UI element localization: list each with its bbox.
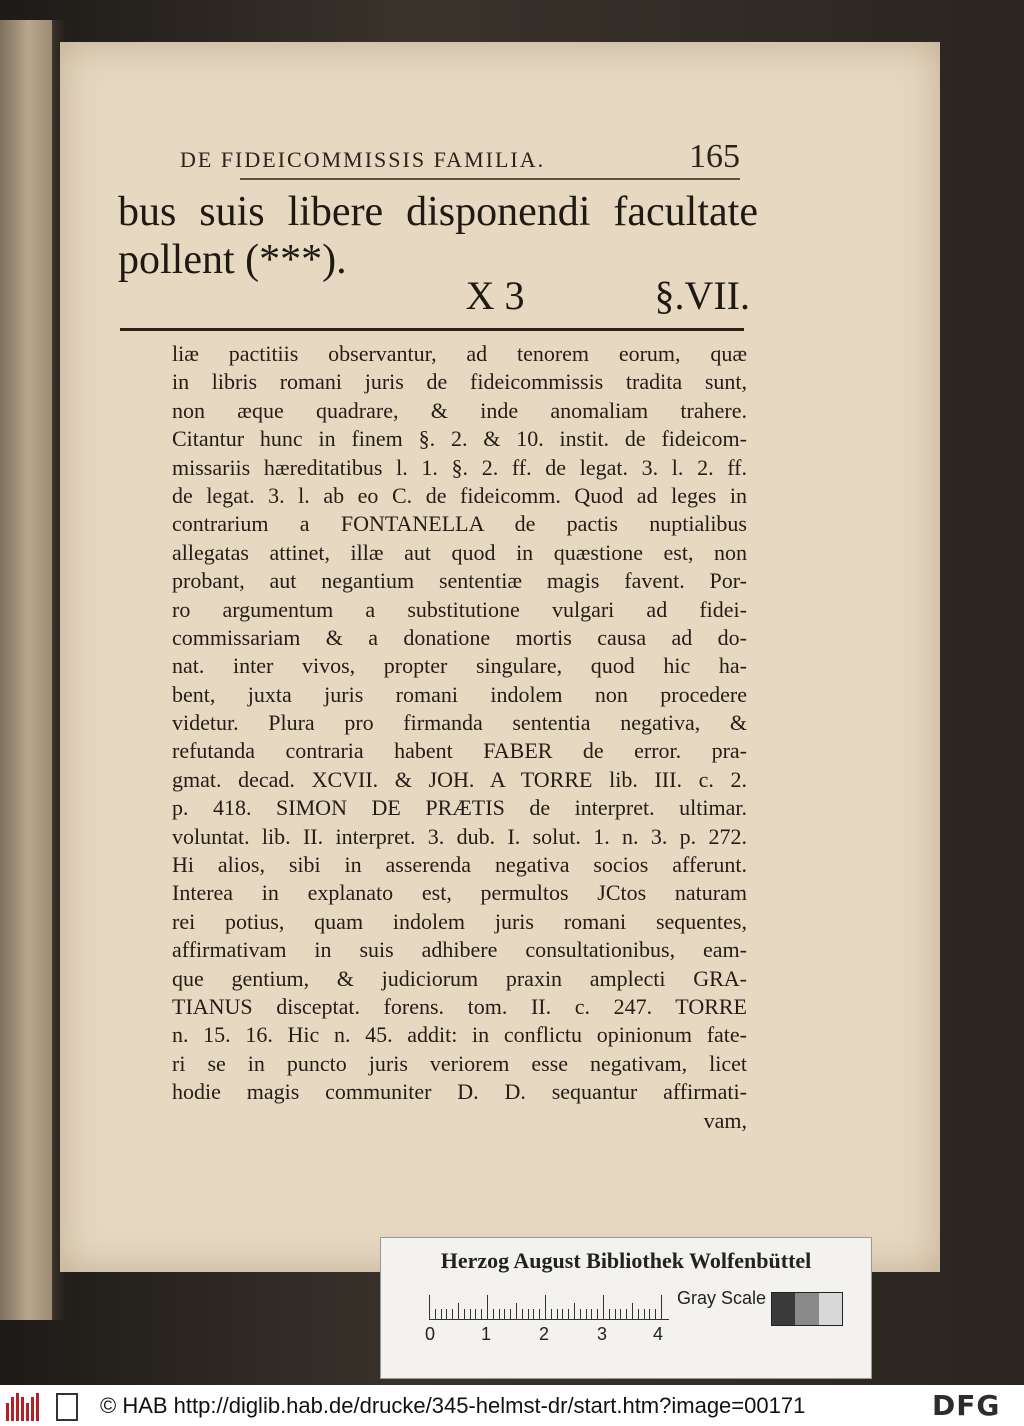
signature-row [120,272,750,319]
ruler-tick [504,1309,505,1319]
ruler-tick [562,1309,563,1319]
text-line: in libris romani juris de fideicommissis tradita sunt, [172,369,747,395]
ruler-number: 3 [597,1324,608,1344]
gray-scale-label: Gray Scale [677,1288,767,1308]
ruler-tick [551,1309,552,1319]
ruler-tick [574,1303,575,1319]
ruler-tick [609,1309,610,1319]
section-heading: §.VII. [654,273,750,318]
text-line: affirmativam in suis adhibere consultationibus, eam- [172,937,747,963]
ruler-tick [522,1309,523,1319]
gray-swatch-light [819,1293,842,1325]
logo-bar [31,1397,34,1421]
text-line: de legat. 3. l. ab eo C. de fideicomm. Quod ad leges in [172,482,747,508]
ruler-tick [452,1309,453,1319]
ruler-tick [557,1309,558,1319]
logo-bar [11,1397,14,1421]
carryover-text [118,188,758,284]
dfg-logo: DFG [932,1389,1001,1422]
ruler-tick [545,1295,546,1319]
carry-word: disponendi [406,189,591,235]
ruler-tick [481,1309,482,1319]
running-header [180,138,740,176]
ruler-number: 4 [653,1324,664,1344]
ruler-tick [533,1309,534,1319]
text-line: probant, aut negantium sententiæ magis favent. Por- [172,568,747,594]
ruler-number: 1 [481,1324,492,1344]
ruler-tick [528,1309,529,1319]
ruler-tick [499,1309,500,1319]
header-title: DE FIDEICOMMISSIS FAMILIA. [180,147,546,172]
printer-signature: X 3 [465,273,525,318]
text-line: liæ pactitiis observantur, ad tenorem eorum, quæ [172,341,747,366]
ruler-tick [493,1309,494,1319]
text-line: Citantur hunc in finem §. 2. & 10. instit. de fideicom- [172,426,747,452]
carry-word: facultate [613,189,758,235]
ruler-tick [591,1309,592,1319]
ruler-tick [649,1309,650,1319]
ruler-tick [597,1309,598,1319]
ruler-tick [568,1309,569,1319]
text-line: que gentium, & judiciorum praxin amplecti GRA- [172,965,747,991]
ruler-tick [655,1309,656,1319]
ruler-tick [661,1295,662,1319]
text-line: refutanda contraria habent FABER de error. pra- [172,738,747,764]
text-line: ri se in puncto juris veriorem esse negativam, licet [172,1050,747,1076]
ruler-tick [580,1309,581,1319]
logo-bar [36,1393,39,1421]
gray-scale-swatches [771,1292,843,1326]
ruler-tick [487,1295,488,1319]
ruler-number: 2 [539,1324,550,1344]
text-line: rei potius, quam indolem juris romani sequentes, [172,908,747,934]
ruler-tick [539,1309,540,1319]
text-line: nat. inter vivos, propter singulare, quod hic ha- [172,653,747,679]
text-line: voluntat. lib. II. interpret. 3. dub. I. solut. 1. n. 3. p. 272. [172,823,747,849]
ruler-tick [516,1303,517,1319]
text-line: hodie magis communiter D. D. sequantur affirmati- [172,1079,747,1105]
text-line: contrarium a FONTANELLA de pactis nuptialibus [172,511,747,537]
gray-swatch-mid [795,1293,818,1325]
text-line: ro argumentum a substitutione vulgari ad fidei- [172,596,747,622]
facing-page-edge [0,20,54,1320]
text-line: videtur. Plura pro firmanda sententia negativa, & [172,710,747,736]
carry-word: bus [118,189,177,235]
ruler-tick [620,1309,621,1319]
carry-word: libere [287,189,384,235]
ruler-tick [470,1309,471,1319]
viewer-footer [0,1385,1024,1426]
text-line: Hi alios, sibi in asserenda negativa socios afferunt. [172,852,747,878]
text-line: commissariam & a donatione mortis causa ad do- [172,624,747,650]
text-line: n. 15. 16. Hic n. 45. addit: in conflictu opinionum fate- [172,1022,747,1048]
institution-name: Herzog August Bibliothek Wolfenbüttel [440,1248,812,1273]
text-line: vam, [703,1107,747,1133]
library-label [380,1237,872,1379]
ruler-tick [446,1309,447,1319]
carry-word: suis [199,189,265,235]
logo-bar [26,1403,29,1421]
ruler-tick [464,1309,465,1319]
scale-ruler [429,1293,669,1320]
text-line: p. 418. SIMON DE PRÆTIS de interpret. ultimar. [172,795,747,821]
text-line: bent, juxta juris romani indolem non procedere [172,681,747,707]
footnote-text [172,340,747,1135]
text-line: allegatas attinet, illæ aut quod in quæstione est, non [172,539,747,565]
hab-logo-icon [6,1391,44,1421]
page-number: 165 [689,138,740,175]
ruler-tick [626,1309,627,1319]
text-line: gmat. decad. XCVII. & JOH. A TORRE lib. III. c. 2. [172,766,747,792]
logo-bar [6,1403,9,1421]
carryover-line-2: pollent (***). [118,237,347,283]
ruler-tick [615,1309,616,1319]
text-line: TIANUS disceptat. forens. tom. II. c. 247. TORRE [172,993,747,1019]
ruler-tick [638,1309,639,1319]
text-line: missariis hæreditatibus l. 1. §. 2. ff. de legat. 3. l. 2. ff. [172,454,747,480]
gray-swatch-dark [772,1293,795,1325]
ruler-tick [603,1295,604,1319]
ruler-tick [632,1303,633,1319]
ruler-tick [458,1303,459,1319]
source-url[interactable]: © HAB http://diglib.hab.de/drucke/345-helmst-dr/start.htm?image=00171 [100,1393,806,1418]
ruler-tick [644,1309,645,1319]
ruler-tick [475,1309,476,1319]
ruler-tick [435,1309,436,1319]
ruler-tick [586,1309,587,1319]
text-line: Interea in explanato est, permultos JCtos naturam [172,880,747,906]
ruler-tick [429,1295,430,1319]
footnote-rule [120,328,744,331]
ruler-number: 0 [425,1324,436,1344]
logo-bar [16,1393,19,1421]
logo-bar [21,1397,24,1421]
page-icon [56,1393,78,1421]
text-line: non æque quadrare, & inde anomaliam trahere. [172,397,747,423]
carryover-line-1 [118,188,758,236]
ruler-tick [441,1309,442,1319]
header-rule [240,178,740,180]
ruler-tick [510,1309,511,1319]
